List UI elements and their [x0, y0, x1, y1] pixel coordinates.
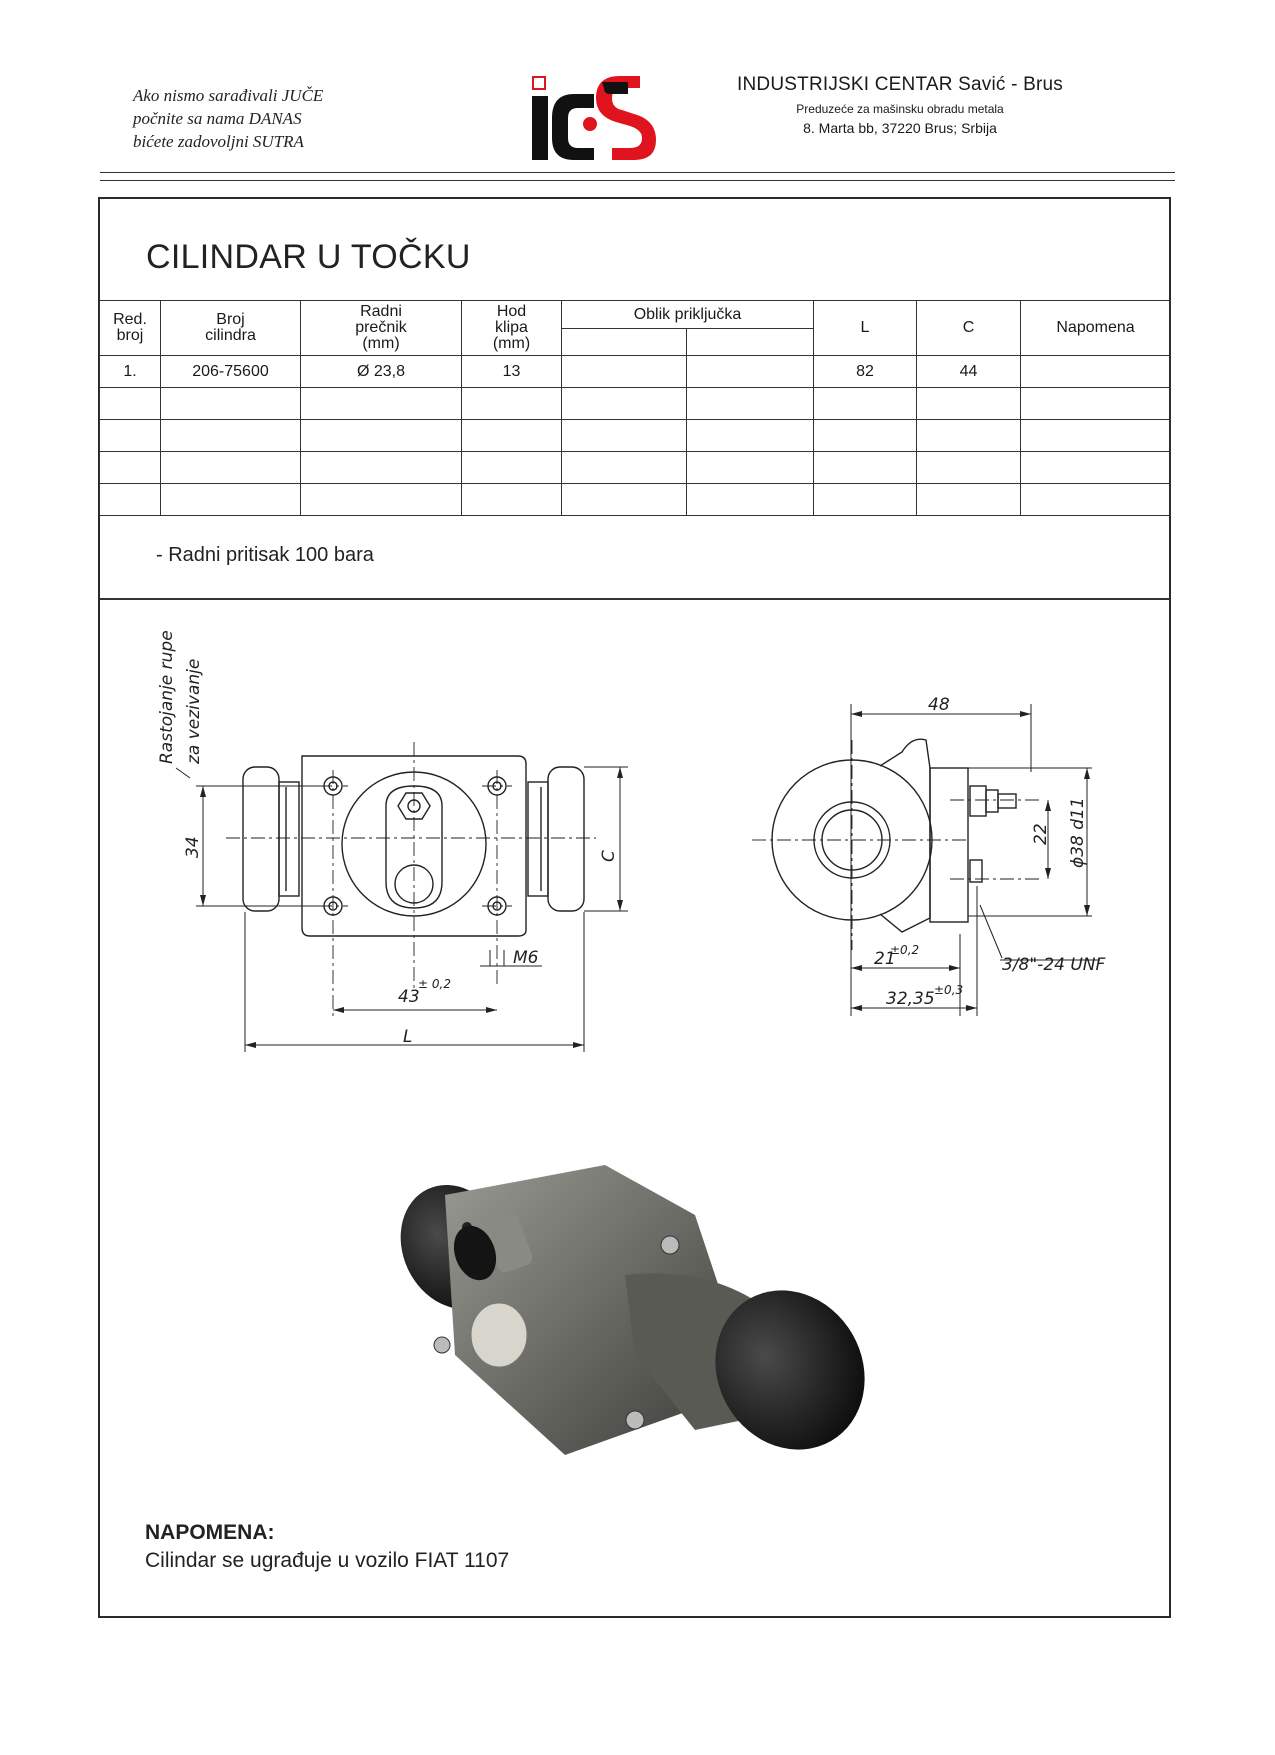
company-name: INDUSTRIJSKI CENTAR Savić - Brus	[737, 74, 1063, 95]
header-broj-line1: Broj	[216, 311, 245, 328]
company-address: 8. Marta bb, 37220 Brus; Srbija	[803, 120, 997, 136]
header-radni-line2: prečnik	[355, 319, 407, 336]
header-radni-line3: (mm)	[362, 335, 400, 352]
dim-21-tolerance: ±0,2	[890, 943, 920, 957]
dim-22-label: 22	[1031, 823, 1051, 845]
header-radni-line1: Radni	[360, 303, 402, 320]
dim-C-label: C	[599, 850, 619, 862]
header-hod-line1: Hod	[496, 303, 527, 320]
header-oblik-prikljucka: Oblik priključka	[562, 301, 814, 329]
header-red-line1: Red.	[113, 311, 147, 328]
cell-C: 44	[917, 356, 1021, 388]
dim-43-tolerance: ± 0,2	[418, 977, 451, 991]
dim-thread-label: 3/8"-24 UNF	[1002, 955, 1106, 975]
header-red-line2: broj	[116, 327, 144, 344]
cell-L: 82	[814, 356, 917, 388]
header-broj-line2: cilindra	[205, 327, 256, 344]
cell-hod: 13	[462, 356, 562, 388]
slogan-line-3: bićete zadovoljni SUTRA	[133, 132, 304, 151]
company-subtitle: Preduzeće za mašinsku obradu metala	[796, 102, 1004, 116]
slogan-line-2: počnite sa nama DANAS	[133, 109, 302, 128]
dim-43-label: 43	[398, 987, 420, 1007]
dim-M6-label: M6	[513, 948, 539, 968]
dim-3235-tolerance: ±0,3	[934, 983, 964, 997]
cell-broj: 206-75600	[161, 356, 301, 388]
header-hod-line3: (mm)	[492, 335, 531, 352]
rotated-label-hole-distance: Rastojanje rupe	[157, 630, 177, 764]
cell-precnik: Ø 23,8	[301, 356, 462, 388]
header-napomena: Napomena	[1021, 301, 1171, 356]
dim-34-label: 34	[183, 836, 203, 858]
header-hod-line2: klipa	[495, 319, 528, 336]
footer-note-heading: NAPOMENA:	[145, 1521, 275, 1544]
dim-21-label: 21	[874, 949, 896, 969]
dim-3235-label: 32,35	[886, 989, 935, 1009]
cylinder-photo	[395, 1155, 875, 1475]
header-C: C	[917, 301, 1021, 356]
rotated-label-fastening: za vezivanje	[184, 658, 204, 764]
working-pressure-note: - Radni pritisak 100 bara	[156, 544, 374, 566]
dim-L-label: L	[403, 1027, 413, 1047]
cell-red: 1.	[100, 356, 161, 388]
header-L: L	[814, 301, 917, 356]
dim-48-label: 48	[928, 695, 950, 715]
dim-38-label: ϕ38 d11	[1068, 797, 1088, 868]
page-title: CILINDAR U TOČKU	[146, 238, 471, 276]
footer-note-text: Cilindar se ugrađuje u vozilo FIAT 1107	[145, 1549, 510, 1572]
slogan-line-1: Ako nismo sarađivali JUČE	[133, 86, 324, 105]
